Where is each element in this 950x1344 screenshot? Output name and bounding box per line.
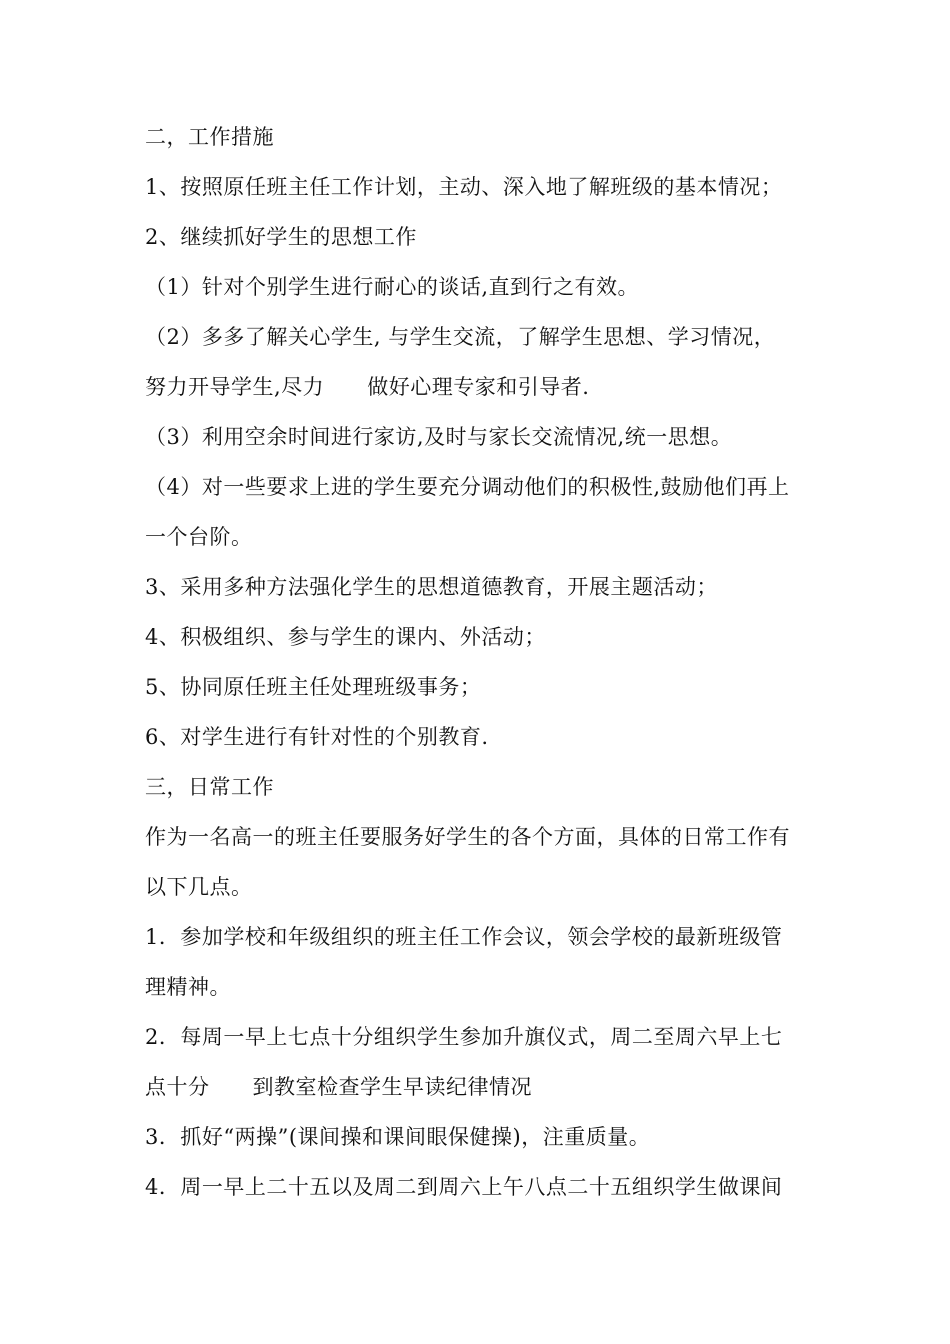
daily-item-3: 3．抓好“两操”(课间操和课间眼保健操)，注重质量。 <box>145 1125 651 1149</box>
measure-item-3: 3、采用多种方法强化学生的思想道德教育，开展主题活动； <box>145 575 718 599</box>
daily-item-2-continued: 点十分 到教室检查学生早读纪律情况 <box>145 1075 533 1099</box>
sub-item-1: （1）针对个别学生进行耐心的谈话,直到行之有效。 <box>145 275 640 299</box>
daily-work-intro-continued: 以下几点。 <box>145 875 253 899</box>
measure-item-4: 4、积极组织、参与学生的课内、外活动； <box>145 625 546 649</box>
daily-item-1-continued: 理精神。 <box>145 975 231 999</box>
daily-work-intro: 作为一名高一的班主任要服务好学生的各个方面，具体的日常工作有 <box>145 825 790 849</box>
section-heading-measures: 二，工作措施 <box>145 125 274 149</box>
measure-item-1: 1、按照原任班主任工作计划，主动、深入地了解班级的基本情况； <box>145 175 783 199</box>
measure-item-2: 2、继续抓好学生的思想工作 <box>145 225 417 249</box>
sub-item-2-continued: 努力开导学生,尽力 做好心理专家和引导者. <box>145 375 590 399</box>
section-heading-daily-work: 三，日常工作 <box>145 775 274 799</box>
measure-item-5: 5、协同原任班主任处理班级事务； <box>145 675 482 699</box>
measure-item-6: 6、对学生进行有针对性的个别教育. <box>145 725 489 749</box>
daily-item-4: 4．周一早上二十五以及周二到周六上午八点二十五组织学生做课间 <box>145 1175 783 1199</box>
sub-item-2: （2）多多了解关心学生, 与学生交流，了解学生思想、学习情况， <box>145 325 776 349</box>
sub-item-4-continued: 一个台阶。 <box>145 525 253 549</box>
sub-item-3: （3）利用空余时间进行家访,及时与家长交流情况,统一思想。 <box>145 425 733 449</box>
sub-item-4: （4）对一些要求上进的学生要充分调动他们的积极性,鼓励他们再上 <box>145 475 790 499</box>
daily-item-1: 1．参加学校和年级组织的班主任工作会议，领会学校的最新班级管 <box>145 925 783 949</box>
daily-item-2: 2．每周一早上七点十分组织学生参加升旗仪式，周二至周六早上七 <box>145 1025 783 1049</box>
